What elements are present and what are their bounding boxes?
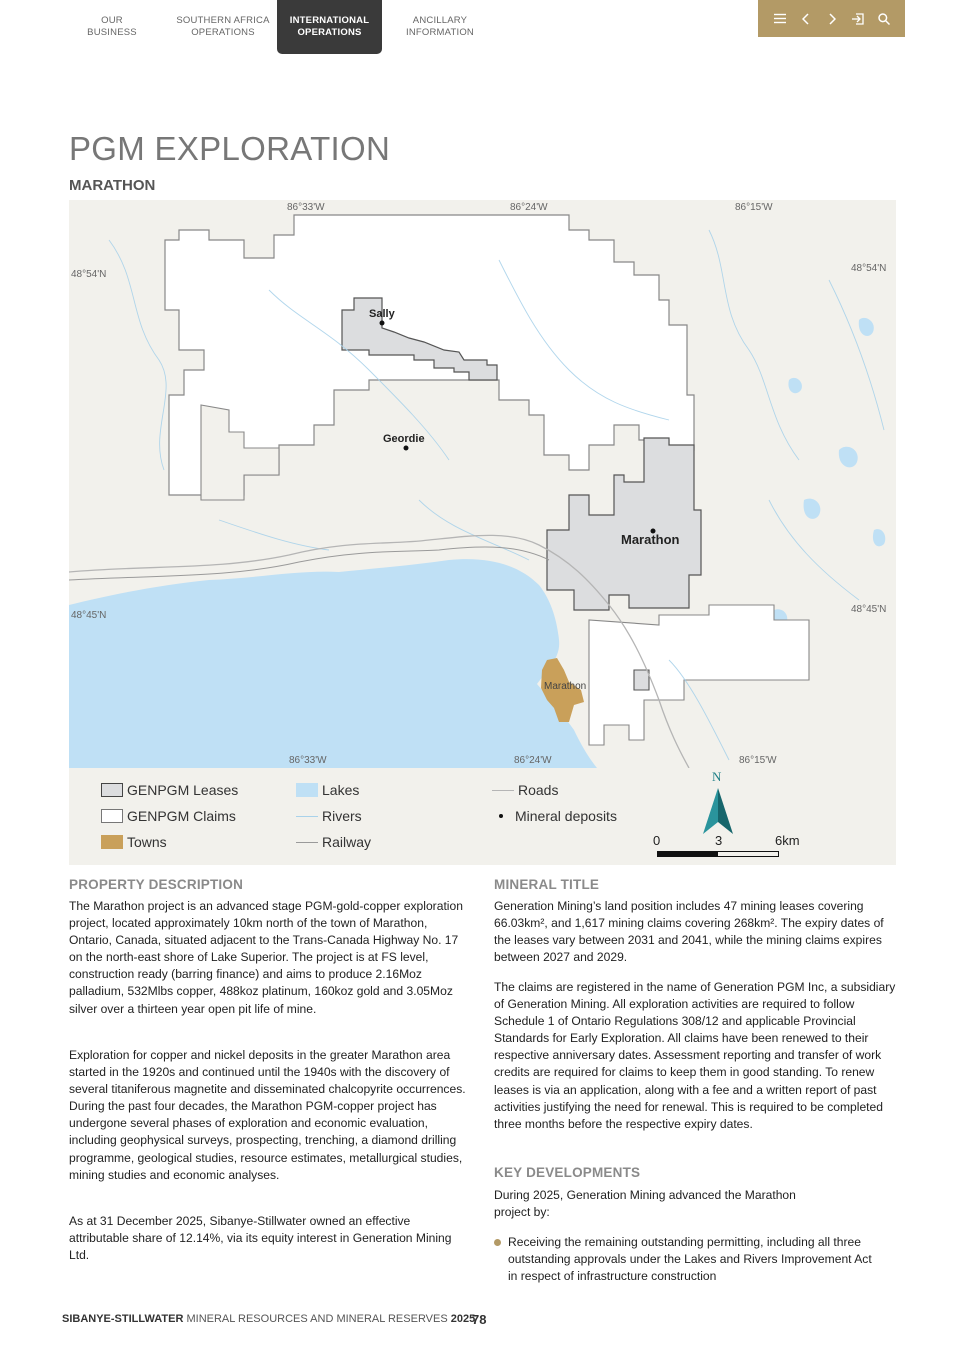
- heading-key-developments: KEY DEVELOPMENTS: [494, 1165, 641, 1180]
- legend-deposits: [499, 808, 617, 824]
- bullet-icon: [494, 1239, 501, 1246]
- exit-icon[interactable]: [851, 12, 865, 26]
- legend-rivers: [296, 808, 362, 824]
- prev-icon[interactable]: [799, 12, 813, 26]
- nav-tab-our-business[interactable]: [72, 0, 152, 54]
- coord-top-3: 86°15'W: [735, 202, 773, 213]
- nav-tab-label-line2: OPERATIONS: [191, 27, 255, 38]
- legend-roads-label: Roads: [518, 782, 559, 798]
- label-geordie: Geordie: [383, 433, 425, 445]
- page-subtitle: MARATHON: [69, 177, 156, 194]
- nav-tab-label-line1: INTERNATIONAL: [289, 15, 370, 26]
- legend-railway: [296, 834, 371, 850]
- deposit-sally: [380, 321, 385, 326]
- nav-tab-ancillary[interactable]: [392, 0, 488, 54]
- legend-lakes: [296, 782, 359, 798]
- legend-towns-swatch: [101, 835, 123, 849]
- legend-roads: [492, 782, 558, 798]
- footer-year: 2025: [450, 1313, 476, 1325]
- legend-claims: [101, 808, 236, 824]
- scale-bar: [657, 851, 779, 857]
- legend-leases-swatch: [101, 783, 123, 797]
- legend-lakes-swatch: [296, 783, 318, 797]
- legend-roads-swatch: [492, 790, 514, 791]
- footer-brand: SIBANYE-STILLWATER: [62, 1313, 184, 1325]
- scale-end: 6km: [775, 833, 800, 848]
- coord-left-2: 48°45'N: [71, 610, 107, 621]
- scale-bar-segment: [658, 852, 718, 856]
- coord-bottom-1: 86°33'W: [289, 755, 327, 766]
- footer-doc-title: MINERAL RESOURCES AND MINERAL RESERVES: [186, 1313, 448, 1325]
- key-development-bullet-text: Receiving the remaining outstanding permitting, including all three outstanding approvals under the Lakes and Rivers Improvement Act in respect of infrastructure construction: [508, 1235, 872, 1284]
- legend-rivers-swatch: [296, 816, 318, 817]
- page-title: PGM EXPLORATION: [69, 130, 391, 167]
- legend-rivers-label: Rivers: [322, 808, 362, 824]
- heading-mineral-title: MINERAL TITLE: [494, 877, 600, 892]
- legend-deposits-label: Mineral deposits: [515, 808, 617, 824]
- toolbar: [758, 0, 905, 37]
- coord-top-2: 86°24'W: [510, 202, 548, 213]
- label-sally: Sally: [369, 308, 395, 320]
- property-paragraph-1: The Marathon project is an advanced stage PGM-gold-copper exploration project, located approximately 10km north of the town of Marathon, Ontario, Canada, situated adjacent to the Trans-Canada Highway No. 17 on the north-east shore of Lake Superior. The project is at FS level, construction ready (barring finance) and aims to produce 2.16Moz palladium, 532Mlbs copper, 488koz platinum, 160koz gold and 3.05Moz silver over a thirteen year open pit life of mine.: [69, 899, 463, 1016]
- heading-property-description: PROPERTY DESCRIPTION: [69, 877, 244, 892]
- menu-icon[interactable]: [773, 12, 787, 26]
- nav-tab-label-line1: SOUTHERN AFRICA: [176, 15, 270, 26]
- coord-bottom-2: 86°24'W: [514, 755, 552, 766]
- nav-tab-southern-africa[interactable]: [170, 0, 276, 54]
- legend-railway-swatch: [296, 842, 318, 843]
- label-marathon-deposit: Marathon: [621, 532, 680, 547]
- lake-superior: [69, 559, 597, 768]
- legend-leases-label: GENPGM Leases: [127, 782, 239, 798]
- legend-deposits-dot: [499, 814, 503, 818]
- top-navigation: [0, 0, 965, 56]
- legend-lakes-label: Lakes: [322, 782, 360, 798]
- coord-bottom-3: 86°15'W: [739, 755, 777, 766]
- coord-top-1: 86°33'W: [287, 202, 325, 213]
- nav-tab-label-line2: INFORMATION: [406, 27, 474, 38]
- scale-zero: 0: [653, 833, 661, 848]
- nav-tab-international[interactable]: [277, 0, 382, 54]
- nav-tab-label-line1: OUR: [101, 15, 123, 26]
- label-marathon-town: Marathon: [544, 681, 587, 692]
- north-label: N: [712, 769, 722, 784]
- legend-leases: [101, 782, 238, 798]
- key-developments-intro: During 2025, Generation Mining advanced the Marathon project by:: [494, 1188, 796, 1220]
- project-map: [69, 200, 896, 865]
- deposit-geordie: [404, 446, 409, 451]
- property-paragraph-3: As at 31 December 2025, Sibanye-Stillwater owned an effective attributable share of 12.14%, via its equity interest in Generation Mining Ltd.: [69, 1214, 452, 1263]
- legend-claims-swatch: [101, 809, 123, 823]
- nav-tab-label-line1: ANCILLARY: [412, 15, 468, 26]
- north-arrow-icon: [703, 788, 733, 834]
- key-development-bullet: [494, 1234, 884, 1285]
- mineral-title-paragraph-2: The claims are registered in the name of Generation PGM Inc, a subsidiary of Generation Mining. All exploration activities are required to follow Schedule 1 of Ontario Regulations 308/12 and applicable Provincial Standards for Early Exploration. All claims have been renewed to their respective anniversary dates. Assessment reporting and transfer of work credits are required for claims to keep them in good standing. To renew leases is via an application, along with a fee and a written report of past activities justifying the need for renewal. This is required to be completed three months before the respective expiry dates.: [494, 980, 896, 1131]
- nav-tab-label-line2: OPERATIONS: [297, 27, 362, 38]
- page-number: 78: [472, 1312, 487, 1327]
- mineral-title-paragraph-1: Generation Mining’s land position includes 47 mining leases covering 66.03km², and 1,617 mining claims covering 268km². The expiry dates of the leases vary between 2031 and 2041, while the mining claims expires between 2027 and 2029.: [494, 899, 884, 965]
- legend-railway-label: Railway: [322, 834, 372, 850]
- coord-right-2: 48°45'N: [851, 604, 887, 615]
- coord-left-1: 48°54'N: [71, 269, 107, 280]
- legend-claims-label: GENPGM Claims: [127, 808, 236, 824]
- coord-right-1: 48°54'N: [851, 263, 887, 274]
- footer: [62, 1313, 475, 1325]
- scale-mid: 3: [715, 833, 723, 848]
- property-paragraph-2: Exploration for copper and nickel deposits in the greater Marathon area started in the 1920s and continued until the 1940s with the discovery of several titaniferous magnetite and disseminated chalcopyrite occurrences. During the past four decades, the Marathon PGM-copper project has undergone several phases of exploration and economic evaluation, including geophysical surveys, prospecting, trenching, a diamond drilling programme, geological studies, resource estimates, metallurgical studies, mining studies and economic analyses.: [69, 1048, 466, 1182]
- nav-tab-label-line2: BUSINESS: [87, 27, 137, 38]
- search-icon[interactable]: [877, 12, 891, 26]
- next-icon[interactable]: [825, 12, 839, 26]
- legend-towns: [101, 834, 167, 850]
- legend-towns-label: Towns: [127, 834, 167, 850]
